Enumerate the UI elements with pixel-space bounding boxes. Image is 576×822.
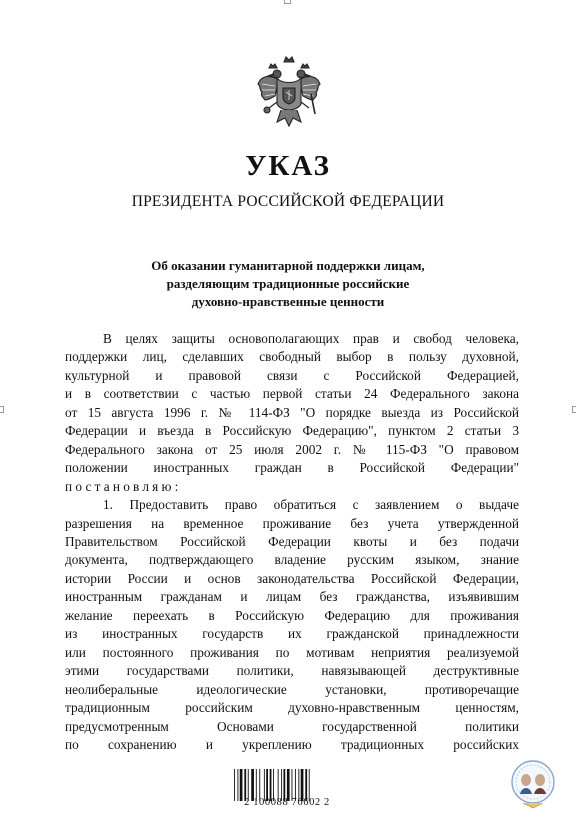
barcode-number: 2 100088 76602 2	[244, 797, 330, 808]
decree-body	[65, 330, 519, 754]
text-line: В целях защиты основополагающих прав и свобод человека,	[103, 331, 519, 346]
text-line: по сохранению и укреплению традиционных российских	[65, 736, 519, 752]
text-line: Федерации и въезда в Российскую Федерацию", пунктом 2 статьи 3	[65, 423, 519, 439]
title-line: духовно-нравственные ценности	[191, 294, 385, 309]
text-line: или постоянного проживания по мотивам неприятия реализуемой	[65, 644, 519, 660]
coat-of-arms-icon	[255, 54, 323, 134]
preamble-paragraph	[65, 330, 519, 496]
decree-heading: УКАЗ	[245, 150, 331, 182]
text-line: документа, подтверждающего владение русским языком, знание	[65, 552, 519, 568]
text-line: от 15 августа 1996 г. № 114-ФЗ "О порядке выезда из Российской	[65, 404, 519, 420]
text-line: неолиберальные идеологические установки, противоречащие	[65, 681, 519, 697]
text-line: Правительством Российской Федерации квоты и без подачи	[65, 533, 519, 549]
text-line: разрешения на временное проживание без учета утвержденной	[65, 515, 519, 531]
item-1-paragraph	[65, 496, 519, 754]
decree-title	[110, 257, 466, 311]
round-stamp-icon	[509, 758, 557, 810]
resize-handle-left[interactable]	[0, 406, 4, 413]
text-line: 1. Предоставить право обратиться с заявлением о выдаче	[103, 497, 519, 513]
text-line: культурной и правовой связи с Российской Федерацией,	[65, 367, 519, 383]
title-line: разделяющим традиционные российские	[166, 276, 410, 291]
decree-issuer: ПРЕЗИДЕНТА РОССИЙСКОЙ ФЕДЕРАЦИИ	[131, 193, 445, 210]
text-line: этими государствами политики, навязывающей деструктивные	[65, 663, 519, 679]
text-line: желание переехать в Российскую Федерацию для проживания	[65, 607, 519, 623]
resolve-word: постановляю:	[65, 478, 182, 494]
text-line: из иностранных государств их гражданской принадлежности	[65, 626, 519, 642]
resize-handle-top[interactable]	[284, 0, 291, 4]
text-line: положении иностранных граждан в Российской Федерации"	[65, 460, 519, 476]
text-line: предусмотренным Основами государственной политики	[65, 718, 519, 734]
text-line: истории России и основ законодательства Российской Федерации,	[65, 570, 519, 586]
resize-handle-right[interactable]	[572, 406, 576, 413]
title-line: Об оказании гуманитарной поддержки лицам,	[151, 258, 425, 273]
text-line: поддержки лиц, сделавших свободный выбор в пользу духовной,	[65, 349, 519, 365]
text-line: и в соответствии с частью первой статьи 24 Федерального закона	[65, 386, 519, 402]
text-line: иностранным гражданам и лицам без гражданства, изъявившим	[65, 589, 519, 605]
text-line: Федерального закона от 25 июля 2002 г. № 115-ФЗ "О правовом	[65, 441, 519, 457]
text-line: традиционным российским духовно-нравственным ценностям,	[65, 700, 519, 716]
